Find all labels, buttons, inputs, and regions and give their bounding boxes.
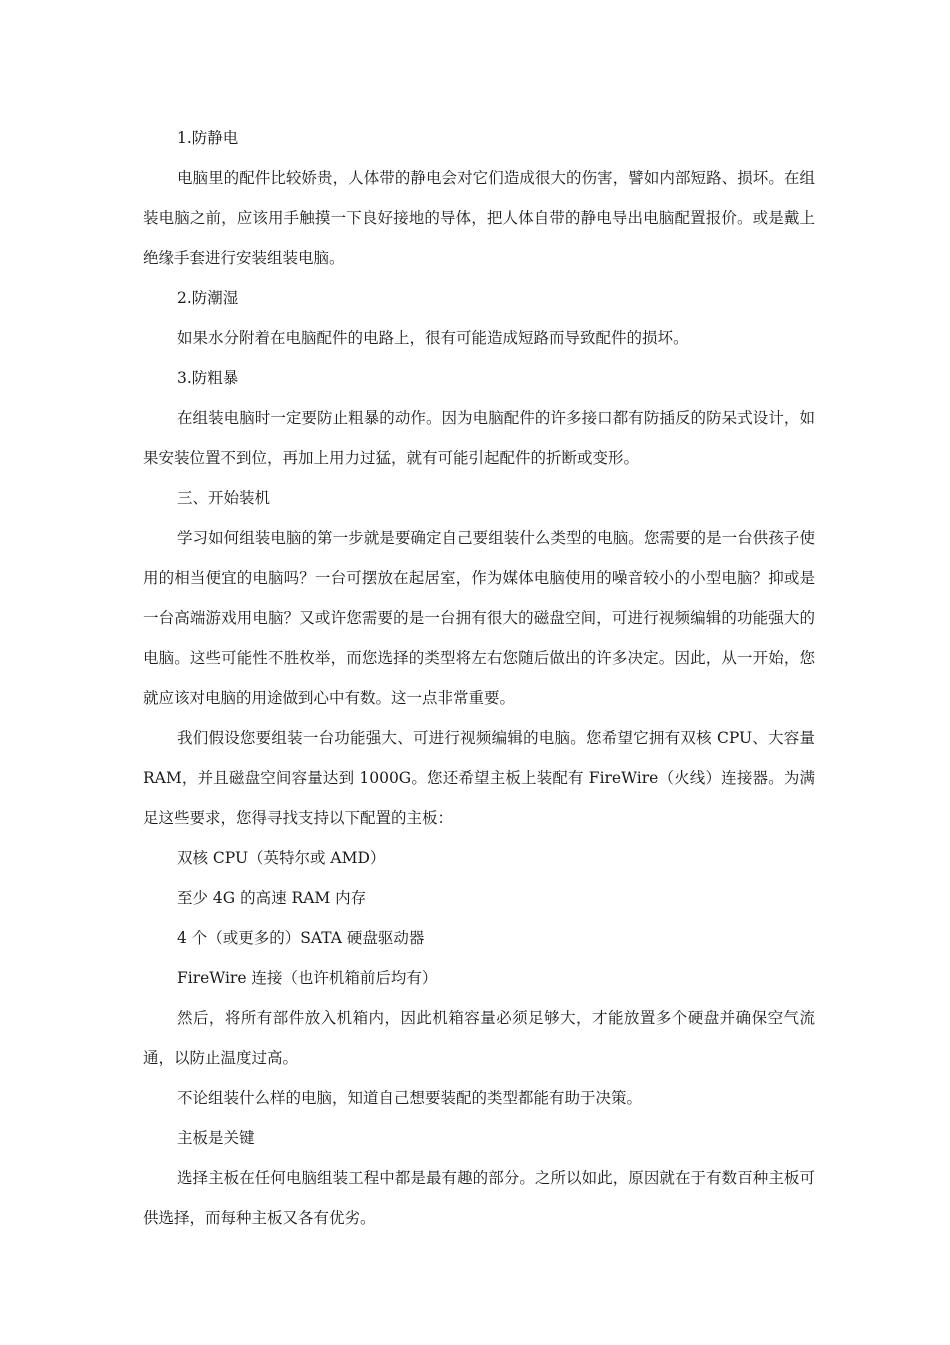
heading-rough-handling: 3.防粗暴 (177, 369, 239, 387)
list-item-cpu: 双核 CPU（英特尔或 AMD） (177, 849, 386, 867)
heading-motherboard: 主板是关键 (177, 1129, 255, 1147)
list-item-sata: 4 个（或更多的）SATA 硬盘驱动器 (177, 929, 425, 947)
list-item-firewire: FireWire 连接（也许机箱前后均有） (177, 969, 438, 987)
paragraph-antistatic: 电脑里的配件比较娇贵，人体带的静电会对它们造成很大的伤害，譬如内部短路、损坏。在组装电脑之前，应该用手触摸一下良好接地的导体，把人体自带的静电导出电脑配置报价。或是戴上绝缘手套进行安装组装电脑。 (143, 169, 815, 267)
heading-antistatic: 1.防静电 (177, 129, 239, 147)
section-heading-start-build: 三、开始装机 (177, 489, 271, 507)
paragraph-decision: 不论组装什么样的电脑，知道自己想要装配的类型都能有助于决策。 (177, 1089, 643, 1107)
paragraph-case: 然后，将所有部件放入机箱内，因此机箱容量必须足够大，才能放置多个硬盘并确保空气流通，以防止温度过高。 (143, 1009, 815, 1067)
paragraph-rough-handling: 在组装电脑时一定要防止粗暴的动作。因为电脑配件的许多接口都有防插反的防呆式设计，如果安装位置不到位，再加上用力过猛，就有可能引起配件的折断或变形。 (143, 409, 815, 467)
paragraph-motherboard: 选择主板在任何电脑组装工程中都是最有趣的部分。之所以如此，原因就在于有数百种主板可供选择，而每种主板又各有优劣。 (143, 1169, 815, 1227)
heading-moisture: 2.防潮湿 (177, 289, 239, 307)
paragraph-moisture: 如果水分附着在电脑配件的电路上，很有可能造成短路而导致配件的损坏。 (177, 329, 689, 347)
document-page (143, 118, 815, 1238)
paragraph-choose-type: 学习如何组装电脑的第一步就是要确定自己要组装什么类型的电脑。您需要的是一台供孩子使用的相当便宜的电脑吗？一台可摆放在起居室，作为媒体电脑使用的噪音较小的小型电脑？抑或是一台高端游戏用电脑？又或许您需要的是一台拥有很大的磁盘空间，可进行视频编辑的功能强大的电脑。这些可能性不胜枚举，而您选择的类型将左右您随后做出的许多决定。因此，从一开始，您就应该对电脑的用途做到心中有数。这一点非常重要。 (143, 529, 815, 707)
list-item-ram: 至少 4G 的高速 RAM 内存 (177, 889, 367, 907)
paragraph-assumption: 我们假设您要组装一台功能强大、可进行视频编辑的电脑。您希望它拥有双核 CPU、大容量 RAM，并且磁盘空间容量达到 1000G。您还希望主板上装配有 FireWire（火线）连接器。为满足这些要求，您得寻找支持以下配置的主板： (143, 729, 815, 827)
